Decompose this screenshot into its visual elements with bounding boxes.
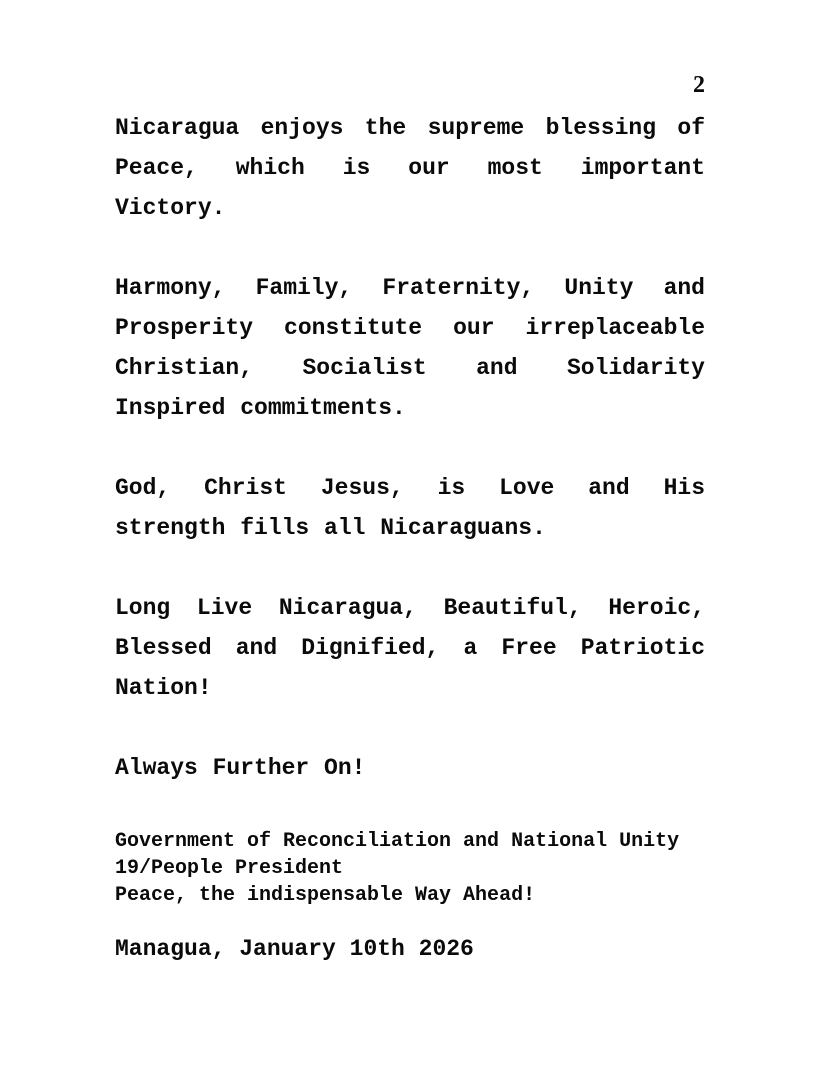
paragraph-long-live-nicaragua: Long Live Nicaragua, Beautiful, Heroic, Blessed and Dignified, a Free Patriotic Nation!	[115, 595, 705, 701]
paragraph-commitments: Harmony, Family, Fraternity, Unity and Prosperity constitute our irreplaceable Christian, Socialist and Solidarity Inspired commitments.	[115, 275, 705, 421]
page-number: 2	[693, 72, 705, 98]
signature-line-president: 19/People President	[115, 857, 344, 880]
dateline: Managua, January 10th 2026	[115, 936, 474, 962]
paragraph-peace-victory: Nicaragua enjoys the supreme blessing of Peace, which is our most important Victory.	[115, 115, 705, 221]
signature-line-slogan: Peace, the indispensable Way Ahead!	[115, 884, 536, 907]
signature-line-government: Government of Reconciliation and National Unity	[115, 830, 680, 853]
document-body	[115, 108, 705, 788]
signature-block	[115, 828, 705, 909]
paragraph-god-love: God, Christ Jesus, is Love and His strength fills all Nicaraguans.	[115, 475, 705, 541]
paragraph-always-further-on: Always Further On!	[115, 755, 366, 781]
